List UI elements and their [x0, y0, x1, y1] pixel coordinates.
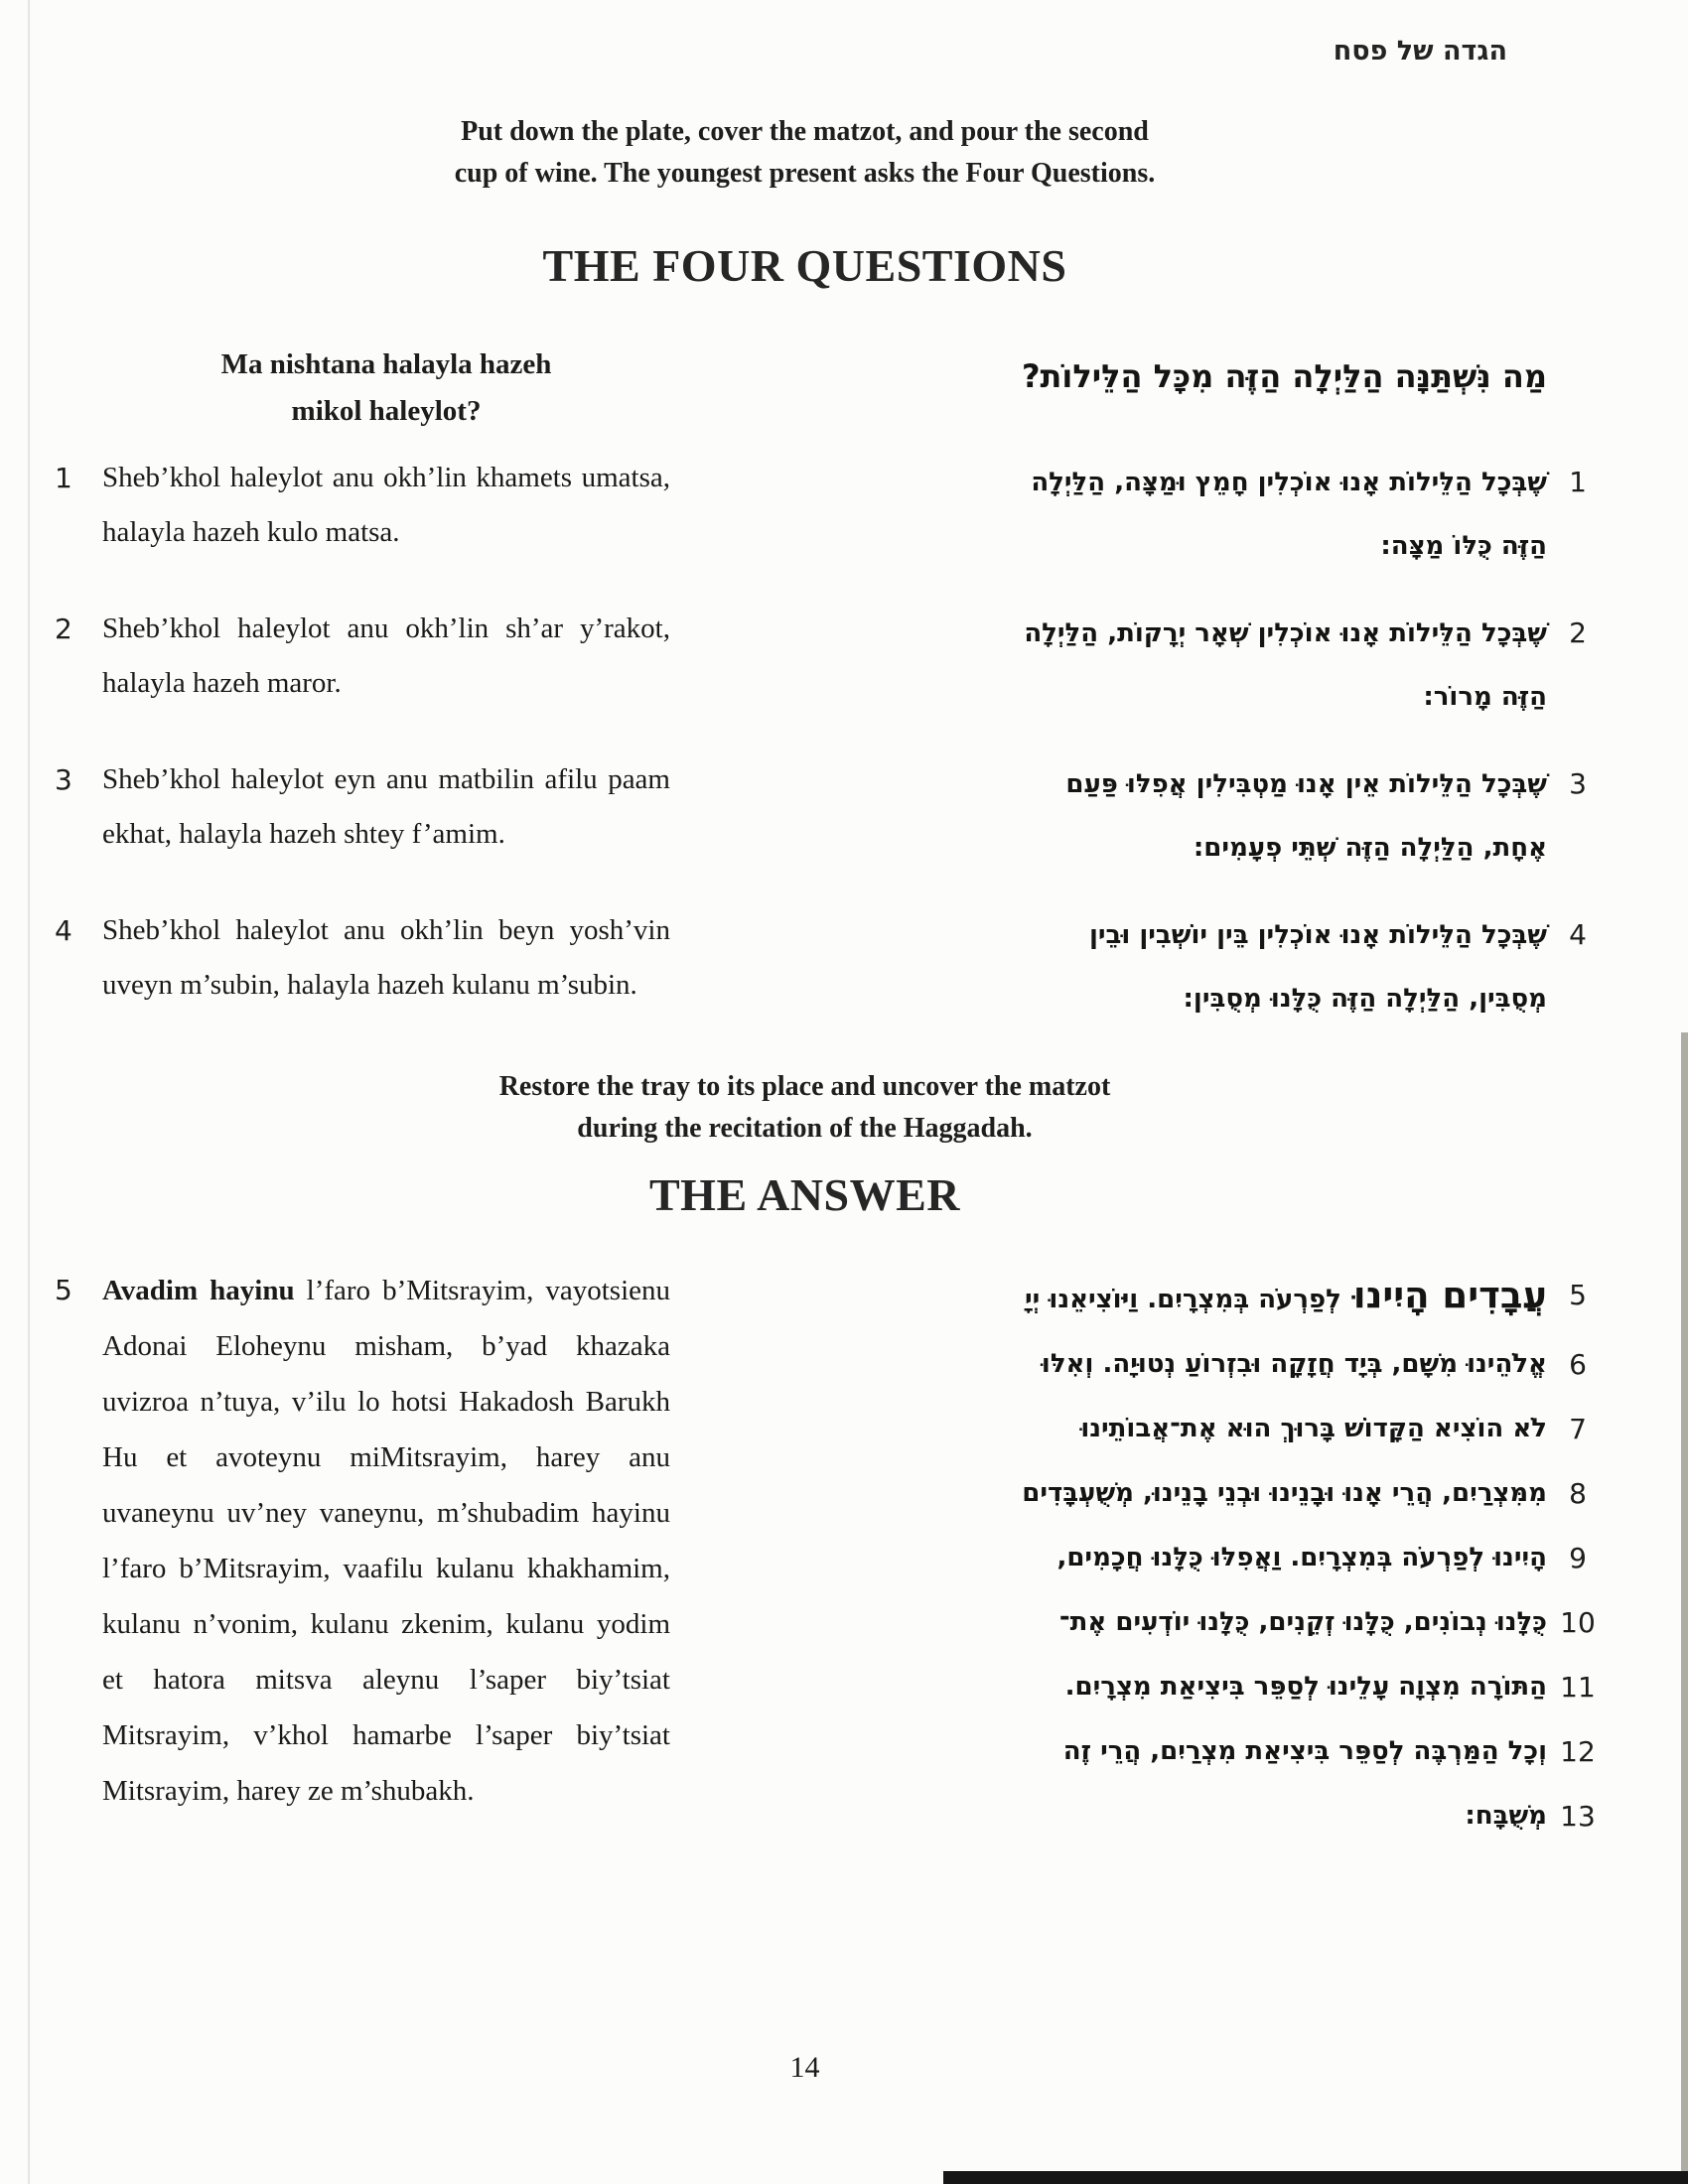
question-2-hebrew-lines: שֶׁבְּכָל הַלֵּילוֹת אָנוּ אוֹכְלִין שְׁאָר יְרָקוֹת, הַלַּיְלָה הַזֶּה מָרוֹר: [1024, 618, 1547, 712]
answer-hebrew-line-6: אֱלֹהֵינוּ מִשָּׁם, בְּיָד חֲזָקָה וּבִזְרוֹעַ נְטוּיָה. וְאִלּוּ 6 [1022, 1332, 1609, 1397]
scan-edge-bottom [943, 2171, 1688, 2184]
line-number-13: 13 [1560, 1800, 1596, 1833]
answer-hebrew-block [1022, 1263, 1609, 1848]
question-2-right-number: 2 [1569, 616, 1587, 649]
four-questions-intro [55, 341, 1609, 435]
instruction-top-line1: Put down the plate, cover the matzot, and pour the second [461, 116, 1149, 147]
answer-hebrew-line-13: מְשֻׁבָּח: 13 [1022, 1784, 1609, 1848]
answer-left-number: 5 [55, 1274, 72, 1306]
answer-hebrew-line-11: הַתּוֹרָה מִצְוָה עָלֵינוּ לְסַפֵּר בִּיצִיאַת מִצְרָיִם. 11 [1022, 1655, 1609, 1719]
question-4-right-number: 4 [1569, 918, 1587, 951]
question-1-transliteration: Sheb’khol haleylot anu okh’lin khamets umatsa, halayla hazeh kulo matsa. [102, 462, 670, 548]
question-3-hebrew-block [1065, 752, 1609, 880]
four-questions-title: THE FOUR QUESTIONS [542, 240, 1067, 291]
answer-title: THE ANSWER [648, 1169, 961, 1220]
answer-translit-body: l’faro b’Mitsrayim, vayotsienu Adonai Eloheynu misham, b’yad khazaka uvizroa n’tuya, v’ilu lo hotsi Hakadosh Barukh Hu et avoteynu miMitsrayim, harey anu uvaneynu uv’ney vaneynu, m’shubadim hayinu l’faro b’Mitsrayim, vaafilu kulanu khakhamim, kulanu n’vonim, kulanu zkenim, kulanu yodim et hatora mitsva aleynu l’saper biy’tsiat Mitsrayim, v’khol hamarbe l’saper biy’tsiat Mitsrayim, harey ze m’shubakh. [102, 1275, 671, 1807]
question-row-4 [55, 903, 1609, 1030]
instruction-middle-line2: during the recitation of the Haggadah. [577, 1113, 1033, 1144]
answer-translit-lead: Avadim hayinu [102, 1275, 295, 1306]
question-4-transliteration: Sheb’khol haleylot anu okh’lin beyn yosh’vin uveyn m’subin, halayla hazeh kulanu m’subin. [102, 914, 670, 1001]
question-2-left-number: 2 [55, 613, 72, 645]
question-row-2 [55, 602, 1609, 729]
question-3-left-number: 3 [55, 763, 72, 796]
line-number-10: 10 [1560, 1606, 1596, 1639]
question-4-left-number: 4 [55, 914, 72, 947]
question-1-left-number: 1 [55, 462, 72, 494]
question-3-transliteration: Sheb’khol haleylot eyn anu matbilin afilu paam ekhat, halayla hazeh shtey f’amim. [102, 763, 670, 850]
line-number-5: 5 [1569, 1279, 1587, 1311]
instruction-middle [55, 1066, 1609, 1150]
instruction-top [55, 111, 1609, 195]
question-2-transliteration: Sheb’khol haleylot anu okh’lin sh’ar y’rakot, halayla hazeh maror. [102, 613, 670, 699]
question-1-hebrew-block [1031, 451, 1609, 578]
line-number-7: 7 [1569, 1413, 1587, 1445]
answer-hebrew-line-9: הָיִינוּ לְפַרְעֹה בְּמִצְרָיִם. וַאֲפִלּוּ כֻּלָּנוּ חֲכָמִים, 9 [1022, 1526, 1609, 1590]
question-1-hebrew-lines: שֶׁבְּכָל הַלֵּילוֹת אָנוּ אוֹכְלִין חָמֵץ וּמַצָּה, הַלַּיְלָה הַזֶּה כֻּלּוֹ מַצָּה: [1031, 468, 1547, 561]
answer-transliteration [102, 1263, 670, 1819]
question-3-hebrew-lines: שֶׁבְּכָל הַלֵּילוֹת אֵין אָנוּ מַטְבִּילִין אֲפִלּוּ פַּעַם אֶחָת, הַלַּיְלָה הַזֶּה שְׁתֵּי פְעָמִים: [1065, 769, 1547, 863]
answer-hebrew-line-5: עֲבָדִים הָיִינוּלְפַרְעֹה בְּמִצְרָיִם. וַיּוֹצִיאֵנוּ יְיָ 5 [1022, 1263, 1609, 1332]
scan-edge-right [1681, 1032, 1688, 2171]
ma-nishtana-translit-heading [102, 341, 670, 435]
question-row-1 [55, 451, 1609, 578]
ma-nishtana-hebrew-heading: מַה נִּשְׁתַּנָּה הַלַּיְלָה הַזֶּה מִכָּל הַלֵּילוֹת? [1021, 357, 1547, 395]
line-number-8: 8 [1569, 1477, 1587, 1510]
line-number-9: 9 [1569, 1542, 1587, 1574]
answer-hebrew-line-8: מִמִּצְרַיִם, הֲרֵי אָנוּ וּבָנֵינוּ וּבְנֵי בָנֵינוּ, מְשֻׁעְבָּדִים 8 [1022, 1461, 1609, 1526]
page-content [55, 111, 1609, 1848]
question-4-hebrew-lines: שֶׁבְּכָל הַלֵּילוֹת אָנוּ אוֹכְלִין בֵּין יוֹשְׁבִין וּבֵין מְסֻבִּין, הַלַּיְלָה הַזֶּה כֻּלָּנוּ מְסֻבִּין: [1088, 920, 1547, 1014]
translit-heading-line1: Ma nishtana halayla hazeh [220, 348, 552, 380]
scan-edge-left [28, 0, 30, 2184]
question-2-hebrew-block [1024, 602, 1609, 729]
instruction-middle-line1: Restore the tray to its place and uncover the matzot [498, 1071, 1111, 1102]
line-number-12: 12 [1560, 1735, 1596, 1768]
answer-row [55, 1263, 1609, 1848]
hebrew-running-header: הגדה של פסח [1333, 36, 1507, 67]
instruction-top-line2: cup of wine. The youngest present asks the Four Questions. [454, 158, 1156, 189]
question-3-right-number: 3 [1569, 767, 1587, 800]
line-number-11: 11 [1560, 1671, 1596, 1704]
line-number-6: 6 [1569, 1348, 1587, 1381]
avadim-hayinu-lead: עֲבָדִים הָיִינוּ [1352, 1274, 1547, 1316]
answer-hebrew-line-12: וְכָל הַמַּרְבֶּה לְסַפֵּר בִּיצִיאַת מִצְרַיִם, הֲרֵי זֶה 12 [1022, 1719, 1609, 1784]
answer-hebrew-line-10: כֻּלָּנוּ נְבוֹנִים, כֻּלָּנוּ זְקֵנִים, כֻּלָּנוּ יוֹדְעִים אֶת־ 10 [1022, 1590, 1609, 1655]
question-1-right-number: 1 [1569, 466, 1587, 498]
translit-heading-line2: mikol haleylot? [291, 395, 482, 427]
question-4-hebrew-block [1089, 903, 1609, 1030]
page-number: 14 [789, 2051, 820, 2084]
answer-hebrew-line-7: לֹא הוֹצִיא הַקָּדוֹשׁ בָּרוּךְ הוּא אֶת־אֲבוֹתֵינוּ 7 [1022, 1397, 1609, 1461]
question-row-3 [55, 752, 1609, 880]
